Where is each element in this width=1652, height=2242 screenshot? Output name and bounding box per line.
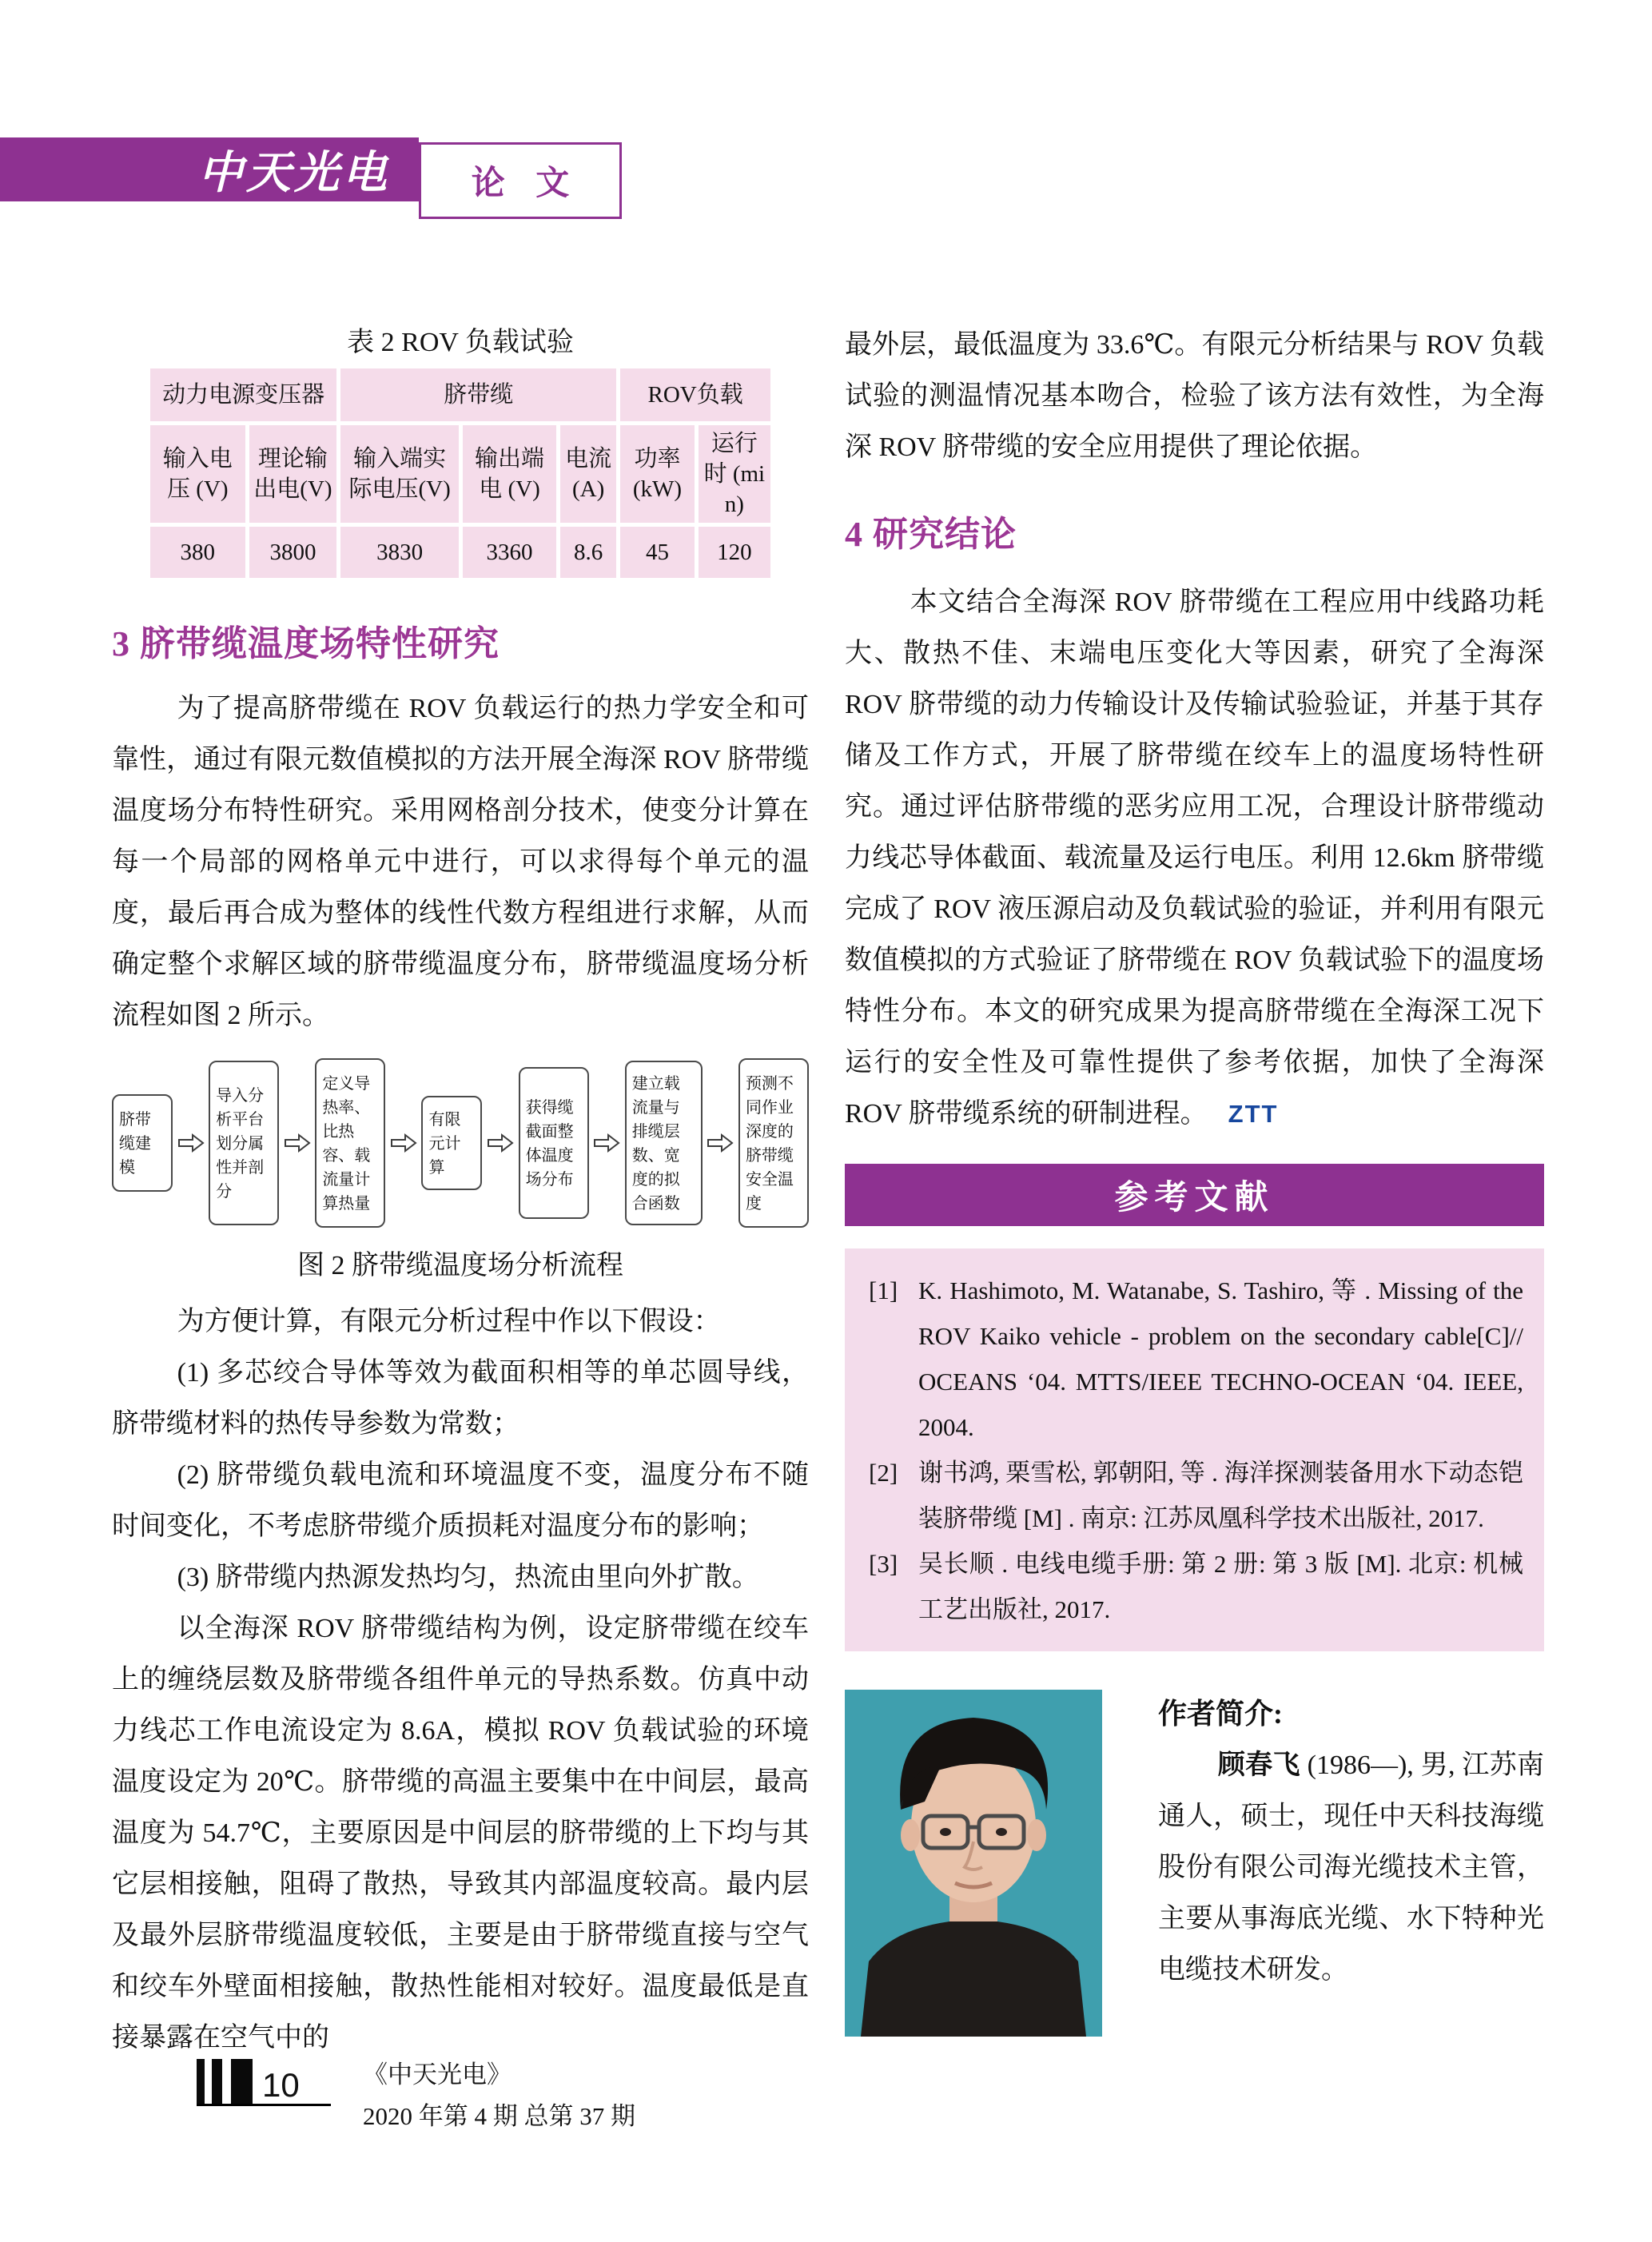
- flow-step: 建立载流量与排缆层数、宽度的拟合函数: [625, 1061, 703, 1225]
- journal-name: 《中天光电》: [363, 2061, 512, 2089]
- data-cell: 3800: [249, 527, 337, 578]
- ref-number: [2]: [869, 1459, 898, 1487]
- section-3-heading: 3 脐带缆温度场特性研究: [112, 624, 500, 663]
- flow-step: 导入分析平台划分属性并剖分: [209, 1061, 279, 1225]
- author-text: [1158, 1690, 1544, 2037]
- journal-logo: 中天光电: [198, 149, 390, 198]
- references-list: [845, 1248, 1544, 1651]
- author-bio-text: (1986—), 男, 江苏南通人，硕士，现任中天科技海缆股份有限公司海光缆技术主管，主要从事海底光缆、水下特种光电缆技术研发。: [1158, 1750, 1544, 1985]
- flow-step: 获得缆截面整体温度场分布: [519, 1067, 589, 1219]
- group-header-cell: ROV负载: [620, 368, 770, 421]
- person-portrait: [845, 1690, 1102, 2037]
- column-header-cell: 理论输出电(V): [249, 425, 337, 523]
- flow-step: 有限元计算: [421, 1096, 482, 1190]
- table-caption: 表 2 ROV 负载试验: [347, 328, 574, 357]
- paragraph: [845, 577, 1544, 1140]
- author-intro-label: 作者简介:: [1158, 1698, 1283, 1730]
- references-banner: [845, 1164, 1544, 1226]
- reference-item: [869, 1541, 1523, 1632]
- column-header-cell: 运行时 (min): [699, 425, 770, 523]
- page-number-block: [197, 2059, 331, 2106]
- section-4-heading: 4 研究结论: [845, 515, 1017, 554]
- paragraph: 为了提高脐带缆在 ROV 负载运行的热力学安全和可靠性，通过有限元数值模拟的方法开展全海深 ROV 脐带缆温度场分布特性研究。采用网格剖分技术，使变分计算在每一个局部的网格单元中进行，可以求得每个单元的温度，最后再合成为整体的线性代数方程组进行求解，从而确定整个求解区域的脐带缆温度分布，脐带缆温度场分析流程如图 2 所示。: [112, 694, 809, 1030]
- arrow-right-icon: [390, 1133, 417, 1153]
- page-footer: [197, 2059, 635, 2137]
- reference-item: [869, 1268, 1523, 1450]
- flow-step: 预测不同作业深度的脐带缆安全温度: [738, 1058, 809, 1228]
- author-name: 顾春飞: [1217, 1750, 1300, 1780]
- data-cell: 120: [699, 527, 770, 578]
- group-header-cell: 动力电源变压器: [150, 368, 336, 421]
- paragraph: 最外层，最低温度为 33.6℃。有限元分析结果与 ROV 负载试验的测温情况基本吻合，检验了该方法有效性，为全海深 ROV 脐带缆的安全应用提供了理论依据。: [845, 330, 1544, 462]
- data-cell: 3830: [340, 527, 459, 578]
- data-cell: 380: [150, 527, 245, 578]
- figure-caption: 图 2 脐带缆温度场分析流程: [297, 1251, 623, 1280]
- left-column: [112, 320, 809, 2064]
- group-header-cell: 脐带缆: [340, 368, 616, 421]
- author-photo: [845, 1690, 1102, 2037]
- barcode-icon: [197, 2059, 253, 2104]
- paper-tab-label: 论 文: [471, 165, 581, 202]
- column-header-cell: 电流 (A): [560, 425, 616, 523]
- arrow-right-icon: [177, 1133, 205, 1153]
- temperature-field-flowchart: [112, 1056, 809, 1230]
- author-bio: [1158, 1740, 1544, 1996]
- reference-item: [869, 1450, 1523, 1541]
- arrow-right-icon: [487, 1133, 514, 1153]
- journal-issue: 2020 年第 4 期 总第 37 期: [363, 2102, 635, 2130]
- ref-number: [1]: [869, 1276, 898, 1304]
- arrow-right-icon: [707, 1133, 734, 1153]
- column-header-cell: 功率 (kW): [620, 425, 695, 523]
- column-header-cell: 输入端实际电压(V): [340, 425, 459, 523]
- paragraph: (1) 多芯绞合导体等效为截面积相等的单芯圆导线，脐带缆材料的热传导参数为常数；: [112, 1358, 809, 1439]
- paper-tab: [419, 142, 622, 219]
- ref-text: 谢书鸿, 栗雪松, 郭朝阳, 等 . 海洋探测装备用水下动态铠装脐带缆 [M] . 南京: 江苏凤凰科学技术出版社, 2017.: [918, 1459, 1523, 1532]
- author-section: [845, 1690, 1544, 2037]
- arrow-right-icon: [284, 1133, 311, 1153]
- ref-text: K. Hashimoto, M. Watanabe, S. Tashiro, 等 . Missing of the ROV Kaiko vehicle - problem on the secondary cable[C]// OCEANS ‘04. MTTS/IEEE TECHNO-OCEAN ‘04. IEEE, 2004.: [918, 1276, 1523, 1441]
- paragraph: 以全海深 ROV 脐带缆结构为例，设定脐带缆在绞车上的缠绕层数及脐带缆各组件单元的导热系数。仿真中动力线芯工作电流设定为 8.6A，模拟 ROV 负载试验的环境温度设定为 20℃。脐带缆的高温主要集中在中间层，最高温度为 54.7℃，主要原因是中间层的脐带缆的上下均与其它层相接触，阻碍了散热，导致其内部温度较高。最内层及最外层脐带缆温度较低，主要是由于脐带缆直接与空气和绞车外壁面相接触，散热性能相对较好。温度最低是直接暴露在空气中的: [112, 1614, 809, 2053]
- journal-info: [363, 2054, 635, 2137]
- column-header-cell: 输入电压 (V): [150, 425, 245, 523]
- ref-text: 吴长顺 . 电线电缆手册: 第 2 册: 第 3 版 [M]. 北京: 机械工艺出版社, 2017.: [918, 1550, 1524, 1623]
- paragraph: (2) 脐带缆负载电流和环境温度不变，温度分布不随时间变化，不考虑脐带缆介质损耗对温度分布的影响；: [112, 1460, 809, 1541]
- page-number: 10: [262, 2066, 300, 2104]
- data-cell: 8.6: [560, 527, 616, 578]
- data-cell: 45: [620, 527, 695, 578]
- arrow-right-icon: [593, 1133, 620, 1153]
- flow-step: 定义导热率、比热容、载流量计算热量: [315, 1058, 385, 1228]
- paragraph: 为方便计算，有限元分析过程中作以下假设：: [177, 1307, 721, 1336]
- flow-step: 脐带缆建模: [112, 1094, 173, 1192]
- header-bar: [0, 137, 419, 201]
- references-title: 参考文献: [1114, 1180, 1275, 1217]
- ztt-logo: ZTT: [1228, 1100, 1279, 1128]
- paragraph: (3) 脐带缆内热源发热均匀，热流由里向外扩散。: [177, 1563, 759, 1592]
- conclusion-text: 本文结合全海深 ROV 脐带缆在工程应用中线路功耗大、散热不佳、末端电压变化大等因素，研究了全海深 ROV 脐带缆的动力传输设计及传输试验验证，并基于其存储及工作方式，开展了脐带缆在绞车上的温度场特性研究。通过评估脐带缆的恶劣应用工况，合理设计脐带缆动力线芯导体截面、载流量及运行电压。利用 12.6km 脐带缆完成了 ROV 液压源启动及负载试验的验证，并利用有限元数值模拟的方式验证了脐带缆在 ROV 负载试验下的温度场特性分布。本文的研究成果为提高脐带缆在全海深工况下运行的安全性及可靠性提供了参考依据，加快了全海深 ROV 脐带缆系统的研制进程。: [845, 587, 1544, 1129]
- ref-number: [3]: [869, 1550, 898, 1578]
- data-cell: 3360: [463, 527, 556, 578]
- right-column: [845, 320, 1544, 2037]
- column-header-cell: 输出端电 (V): [463, 425, 556, 523]
- rov-load-test-table: [150, 368, 770, 578]
